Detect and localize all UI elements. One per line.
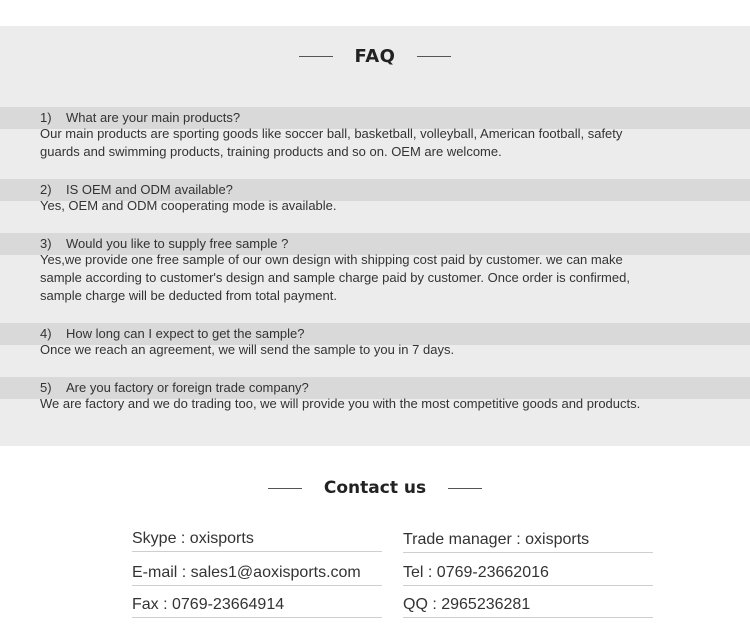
faq-item-1 xyxy=(0,107,750,161)
contact-skype: Skype : oxisports xyxy=(132,528,382,552)
contact-tel: Tel : 0769-23662016 xyxy=(403,562,653,586)
faq-question-number: 5) xyxy=(40,380,52,395)
faq-question-text: How long can I expect to get the sample? xyxy=(66,326,305,341)
faq-question-text: Are you factory or foreign trade company? xyxy=(66,380,309,395)
contact-fax: Fax : 0769-23664914 xyxy=(132,594,382,618)
faq-answer-text: We are factory and we do trading too, we will provide you with the most competitive goods and products. xyxy=(40,396,641,411)
faq-item-2 xyxy=(0,179,750,215)
faq-question-number: 4) xyxy=(40,326,52,341)
faq-question-text: What are your main products? xyxy=(66,110,241,125)
faq-title-left-divider xyxy=(299,56,333,57)
contact-qq: QQ : 2965236281 xyxy=(403,594,653,618)
contact-trade-manager: Trade manager : oxisports xyxy=(403,529,653,553)
faq-answer-text: Yes, OEM and ODM cooperating mode is available. xyxy=(40,198,337,213)
contact-title: Contact us xyxy=(323,478,427,498)
contact-title-left-divider xyxy=(268,488,302,489)
faq-question-number: 1) xyxy=(40,110,52,125)
faq-title: FAQ xyxy=(354,46,396,67)
contact-header xyxy=(0,478,750,498)
contact-email: E-mail : sales1@aoxisports.com xyxy=(132,562,382,586)
faq-header xyxy=(0,46,750,67)
faq-answer-text: Once we reach an agreement, we will send the sample to you in 7 days. xyxy=(40,342,455,357)
faq-item-5 xyxy=(0,377,750,413)
faq-item-3 xyxy=(0,233,750,305)
faq-question-number: 3) xyxy=(40,236,52,251)
faq-title-right-divider xyxy=(417,56,451,57)
faq-answer-text: Yes,we provide one free sample of our own design with shipping cost paid by customer. we can make sample according to customer's design and sample charge paid by customer. Once order is confirmed, sample charge will be deducted from total payment. xyxy=(40,252,630,303)
faq-question-text: Would you like to supply free sample ? xyxy=(66,236,289,251)
contact-title-right-divider xyxy=(448,488,482,489)
faq-question-text: IS OEM and ODM available? xyxy=(66,182,233,197)
faq-answer-text: Our main products are sporting goods like soccer ball, basketball, volleyball, American football, safety guards and swimming products, training products and so on. OEM are welcome. xyxy=(40,126,623,159)
faq-question-number: 2) xyxy=(40,182,52,197)
faq-item-4 xyxy=(0,323,750,359)
